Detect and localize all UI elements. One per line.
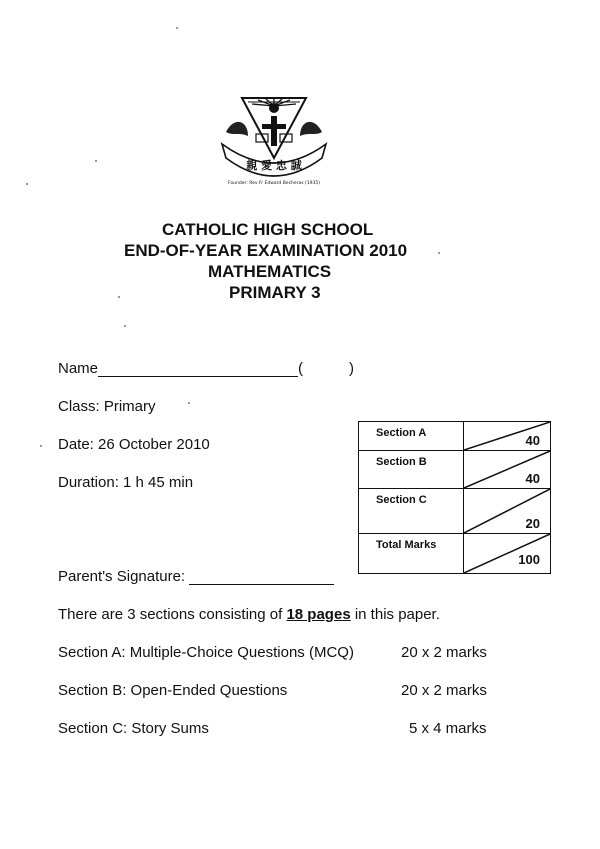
total-marks-label: Total Marks bbox=[376, 539, 437, 551]
index-paren-open: ( bbox=[298, 360, 304, 377]
section-b-label: Section B bbox=[376, 456, 427, 468]
scan-speck bbox=[40, 445, 42, 447]
subject-title: MATHEMATICS bbox=[208, 262, 332, 281]
section-a-marks: 40 bbox=[525, 433, 540, 448]
index-paren-close: ) bbox=[349, 360, 355, 377]
pages-info bbox=[58, 606, 440, 623]
pages-info-suffix: in this paper. bbox=[350, 606, 440, 623]
scan-speck bbox=[95, 160, 97, 162]
total-marks-value: 100 bbox=[518, 552, 540, 567]
level-title: PRIMARY 3 bbox=[229, 283, 321, 302]
exam-title: END-OF-YEAR EXAMINATION 2010 bbox=[124, 241, 408, 260]
name-field[interactable] bbox=[58, 360, 354, 377]
marks-table bbox=[358, 421, 551, 574]
signature-label: Parent's Signature: bbox=[58, 568, 186, 585]
duration-field: Duration: 1 h 45 min bbox=[58, 474, 194, 491]
section-c-label: Section C bbox=[376, 494, 427, 506]
scan-speck bbox=[176, 27, 178, 29]
section-c-description: Section C: Story Sums bbox=[58, 720, 209, 737]
scan-speck bbox=[124, 325, 126, 327]
signature-field[interactable] bbox=[58, 568, 334, 585]
class-field: Class: Primary bbox=[58, 398, 156, 415]
signature-line[interactable] bbox=[189, 584, 334, 585]
name-line[interactable] bbox=[98, 376, 298, 377]
crest-motto: 親 愛 忠 誠 bbox=[246, 159, 302, 172]
crest-founder: Founder: Rev Fr Edward Becheras (1935) bbox=[227, 181, 321, 186]
section-a-description: Section A: Multiple-Choice Questions (MCQ) bbox=[58, 644, 354, 661]
pages-info-prefix: There are 3 sections consisting of bbox=[58, 606, 287, 623]
pages-count: 18 pages bbox=[286, 606, 351, 623]
section-a-mark-scheme: 20 x 2 marks bbox=[401, 644, 487, 661]
date-field: Date: 26 October 2010 bbox=[58, 436, 210, 453]
section-a-label: Section A bbox=[376, 427, 427, 439]
section-b-marks: 40 bbox=[525, 471, 540, 486]
section-b-mark-scheme: 20 x 2 marks bbox=[401, 682, 487, 699]
scan-speck bbox=[438, 252, 440, 254]
school-crest-logo bbox=[218, 92, 330, 188]
scan-speck bbox=[188, 402, 190, 404]
section-b-description: Section B: Open-Ended Questions bbox=[58, 682, 288, 699]
section-c-mark-scheme: 5 x 4 marks bbox=[409, 720, 487, 737]
scan-speck bbox=[118, 296, 120, 298]
section-c-marks: 20 bbox=[525, 516, 540, 531]
scan-speck bbox=[26, 183, 28, 185]
school-name: CATHOLIC HIGH SCHOOL bbox=[162, 220, 374, 239]
name-label: Name bbox=[58, 360, 99, 377]
